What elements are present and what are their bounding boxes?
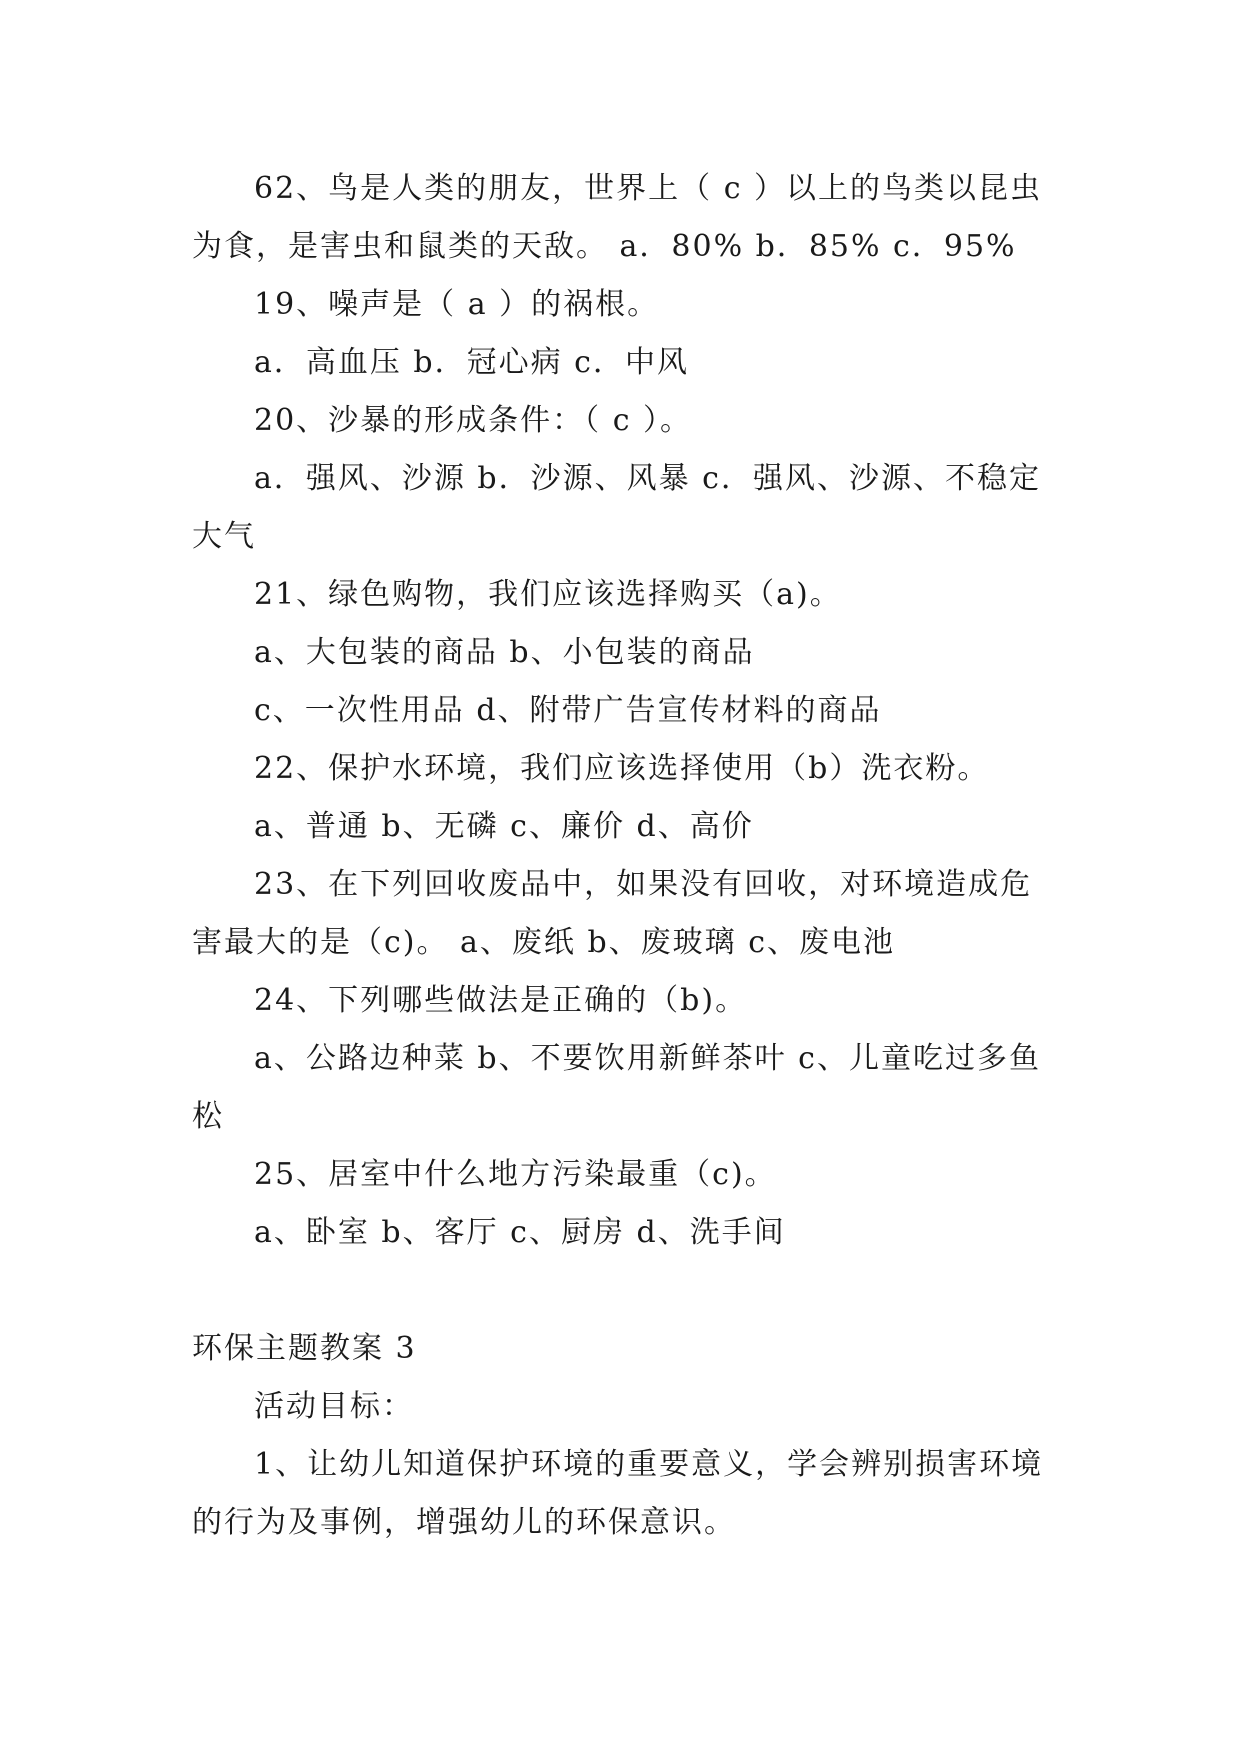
question-20: 20、沙暴的形成条件：（ c ）。 bbox=[254, 403, 693, 438]
question-24-options: a、公路边种菜 b、不要饮用新鲜茶叶 c、儿童吃过多鱼松 bbox=[192, 1041, 1041, 1134]
question-21: 21、绿色购物，我们应该选择购买（a)。 bbox=[254, 577, 842, 612]
section-subtitle: 活动目标： bbox=[254, 1389, 414, 1424]
question-19: 19、噪声是（ a ）的祸根。 bbox=[254, 287, 660, 322]
document-body bbox=[192, 160, 1058, 1552]
section-title: 环保主题教案 3 bbox=[192, 1331, 417, 1366]
question-21-options-ab: a、大包装的商品 b、小包装的商品 bbox=[254, 635, 755, 670]
question-24: 24、下列哪些做法是正确的（b)。 bbox=[254, 983, 748, 1018]
question-22-options: a、普通 b、无磷 c、廉价 d、高价 bbox=[254, 809, 754, 844]
question-23: 23、在下列回收废品中，如果没有回收，对环境造成危害最大的是（c)。 a、废纸 b、废玻璃 c、废电池 bbox=[192, 867, 1033, 960]
question-62: 62、鸟是人类的朋友，世界上（ c ）以上的鸟类以昆虫为食，是害虫和鼠类的天敌。 a．80% b．85% c．95% bbox=[192, 171, 1043, 264]
question-21-options-cd: c、一次性用品 d、附带广告宣传材料的商品 bbox=[254, 693, 882, 728]
question-22: 22、保护水环境，我们应该选择使用（b）洗衣粉。 bbox=[254, 751, 990, 786]
question-19-options: a．高血压 b．冠心病 c．中风 bbox=[254, 345, 689, 380]
objective-item-1: 1、让幼儿知道保护环境的重要意义，学会辨别损害环境的行为及事例，增强幼儿的环保意识。 bbox=[192, 1447, 1044, 1540]
question-20-options: a．强风、沙源 b．沙源、风暴 c．强风、沙源、不稳定大气 bbox=[192, 461, 1041, 554]
question-25-options: a、卧室 b、客厅 c、厨房 d、洗手间 bbox=[254, 1215, 786, 1250]
question-25: 25、居室中什么地方污染最重（c)。 bbox=[254, 1157, 777, 1192]
